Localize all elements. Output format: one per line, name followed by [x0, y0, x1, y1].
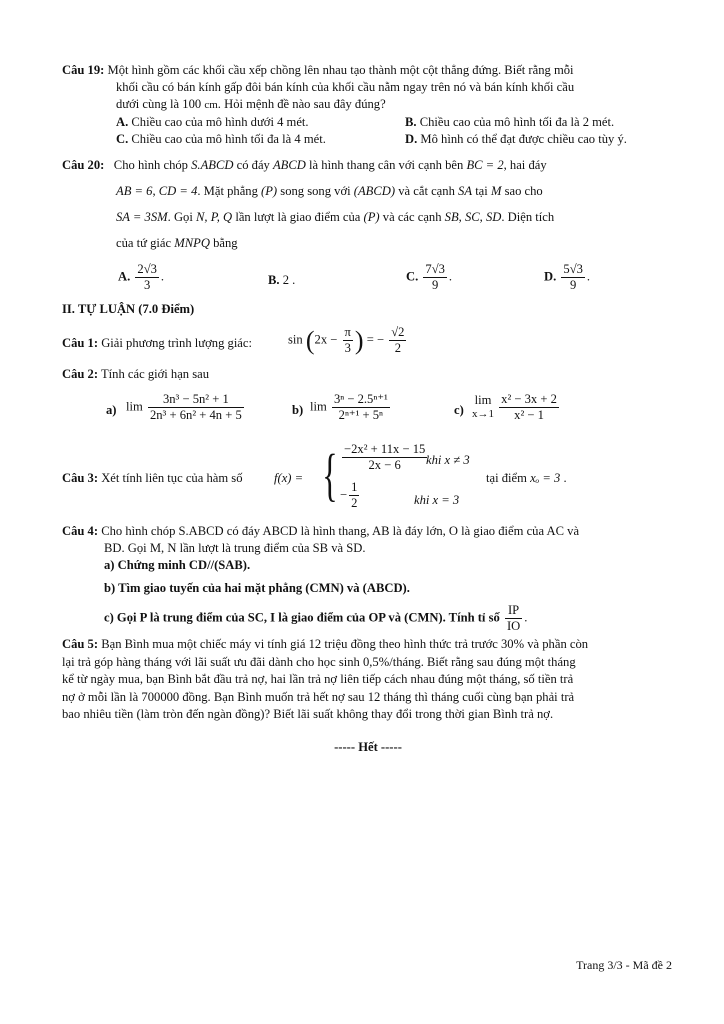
fraction-denominator: 2n³ + 6n² + 4n + 5: [149, 408, 242, 422]
fraction-numerator: 1: [351, 480, 358, 494]
q19-text-1: Một hình gồm các khối cầu xếp chồng lên nhau tạo thành một cột thẳng đứng. Biết rằng mỗi: [107, 63, 574, 77]
q20-math: AB = 6: [116, 184, 153, 198]
q20-option-c: [423, 262, 447, 293]
q20-option-b-letter: B.: [268, 273, 280, 287]
q20-math: (P): [261, 184, 278, 198]
section-2-title: II. TỰ LUẬN (7.0 Điểm): [62, 302, 195, 316]
fraction-denominator: 2: [351, 496, 358, 510]
essay-question-5: [62, 636, 674, 724]
q19-options-row-1: [62, 114, 674, 131]
brace-icon: {: [322, 442, 338, 507]
fraction-numerator: IP: [505, 603, 522, 619]
q20-math: MNPQ: [174, 236, 210, 250]
q20-text: lần lượt là giao điểm của: [235, 210, 361, 224]
e3-case-1-condition: khi x ≠ 3: [426, 453, 470, 467]
q20-text: là hình thang cân với cạnh bên: [309, 158, 464, 172]
e5-line-3: kể từ ngày mua, bạn Bình bắt đầu trả nợ, hai lần trả nợ liên tiếp cách nhau đúng một tháng, số tiền trả: [62, 672, 574, 686]
fraction-numerator: 3ⁿ − 2.5ⁿ⁺¹: [333, 392, 388, 406]
e3-label: Câu 3:: [62, 471, 99, 485]
e2-a-label: a): [106, 403, 117, 417]
end-mark: [62, 739, 674, 756]
q20-text: song song với: [280, 184, 351, 198]
q20-text: sao cho: [504, 184, 543, 198]
e1-arg: 2x −: [314, 332, 338, 347]
q20-option-a-letter: A.: [118, 269, 131, 284]
q20-option-c-letter: C.: [406, 269, 419, 284]
q20-text: . Mặt phẳng: [197, 184, 258, 198]
end-mark-text: ----- Hết -----: [334, 740, 402, 754]
q19-option-a-letter: A.: [116, 115, 129, 129]
q20-option-a: [135, 262, 159, 293]
fraction-denominator: 3: [144, 278, 151, 292]
q20-text: . Diện tích: [501, 210, 555, 224]
e1-equals: = −: [366, 332, 385, 347]
q20-text: , hai đáy: [503, 158, 547, 172]
e3-end: .: [563, 471, 567, 485]
e2-c-fraction: [499, 392, 559, 423]
q20-text: và cắt cạnh: [398, 184, 455, 198]
q20-text: tại: [475, 184, 488, 198]
e5-line-1: Bạn Bình mua một chiếc máy vi tính giá 12 triệu đồng theo hình thức trả trước 30% và phần còn: [101, 637, 589, 651]
q19-option-b-letter: B.: [405, 115, 417, 129]
q20-math: M: [490, 184, 502, 198]
essay-question-2: [62, 366, 674, 383]
q20-option-b: 2 .: [282, 273, 296, 287]
question-20: Câu 20: Cho hình chóp S.ABCD có đáy ABCD là hình thang cân với cạnh bên BC = 2, hai đáy AB = 6, CD = 4. Mặt phẳng (P) song song với (ABCD) và cắt cạnh SA tại M sao cho SA = 3SM. Gọi N, P, Q lần lượt là giao điểm của (P) và các cạnh SB, SC, SD. Diện tích của tứ giác MNPQ bằng: [62, 158, 555, 250]
q20-math: N, P, Q: [196, 210, 233, 224]
e2-a-fraction: [148, 392, 244, 423]
e1-pi-over-3: [343, 325, 353, 356]
q19-option-d: Mô hình có thể đạt được chiều cao tùy ý.: [420, 132, 627, 146]
q20-text: có đáy: [236, 158, 270, 172]
fraction-numerator: 3n³ − 5n² + 1: [148, 392, 244, 408]
e5-line-5: bao nhiêu tiền (làm tròn đến ngàn đồng)? Biết lãi suất không thay đổi trong thời gian Bình trả nợ.: [62, 707, 554, 721]
fraction-numerator: √2: [391, 325, 405, 339]
q20-text: bằng: [213, 236, 238, 250]
e3-case-2-sign: −: [340, 487, 348, 502]
fraction-denominator: x² − 1: [514, 408, 544, 422]
e2-c-sub: x→1: [472, 408, 494, 420]
q19-option-d-letter: D.: [405, 132, 418, 146]
q20-option-d: [561, 262, 585, 293]
q19-unit: cm: [204, 99, 218, 111]
q20-option-d-letter: D.: [544, 269, 557, 284]
q20-options: A. $\frac{2√3}{3}$ . B. 2 . C. $\frac{7√3}{9}$ . D. $\frac{5√3}{9}$ .: [118, 262, 591, 292]
e2-limits: [62, 390, 674, 432]
q20-math: (P): [363, 210, 380, 224]
section-heading: [62, 301, 674, 318]
q20-text: và các cạnh: [382, 210, 442, 224]
essay-question-3: [62, 438, 674, 516]
essay-question-4: [62, 523, 674, 634]
fraction-denominator: 9: [432, 278, 439, 292]
q19-option-c: Chiều cao của mô hình tối đa là 4 mét.: [131, 132, 326, 146]
e3-case-2-condition: khi x = 3: [414, 493, 460, 507]
e4-part-a: a) Chứng minh CD//(SAB).: [104, 558, 251, 572]
e2-a-lim: lim: [126, 399, 143, 414]
q19-option-a: Chiều cao của mô hình dưới 4 mét.: [131, 115, 309, 129]
q19-text-3: dưới cùng là 100: [116, 97, 202, 111]
fraction-denominator: 2x − 6: [368, 458, 401, 472]
q20-math: CD = 4: [158, 184, 198, 198]
e1-text: Giải phương trình lượng giác:: [101, 336, 252, 350]
fraction-numerator: −2x² + 11x − 15: [344, 442, 426, 456]
fraction-numerator: x² − 3x + 2: [501, 392, 557, 406]
e5-line-2: lại trả góp hàng tháng với lãi suất ưu đãi dành cho học sinh 0,5%/tháng. Biết rằng sau đúng một tháng: [62, 654, 576, 669]
e4-line-1: Cho hình chóp S.ABCD có đáy ABCD là hình thang, AB là đáy lớn, O là giao điểm của AC và: [101, 524, 580, 538]
q20-math: BC = 2: [466, 158, 504, 172]
q19-label: Câu 19:: [62, 63, 105, 77]
page-footer: Trang 3/3 - Mã đề 2: [576, 958, 672, 972]
q20-text: của tứ giác: [116, 236, 172, 250]
q20-math: SA = 3SM: [116, 210, 168, 224]
e5-label: Câu 5:: [62, 637, 99, 651]
e1-label: Câu 1:: [62, 336, 99, 350]
q19-option-c-letter: C.: [116, 132, 129, 146]
fraction-denominator: 2: [394, 341, 401, 355]
q20-math: SB, SC, SD: [444, 210, 502, 224]
q20-text: Cho hình chóp: [113, 158, 188, 172]
fraction-denominator: 2ⁿ⁺¹ + 5ⁿ: [338, 408, 384, 422]
e3-case-1: [342, 442, 427, 473]
question-19: [62, 62, 674, 148]
fraction-denominator: IO: [506, 619, 521, 633]
fraction-numerator: 5√3: [563, 262, 583, 276]
e4-ratio: [505, 603, 522, 634]
e1-rhs: [389, 325, 406, 356]
fraction-numerator: 7√3: [425, 262, 445, 276]
e5-line-4: nợ ở mỗi lần là 700000 đồng. Bạn Bình muốn trả hết nợ sau 12 tháng thì tháng cuối cùng bạn phải trả: [62, 689, 575, 704]
fraction-numerator: π: [344, 325, 351, 339]
e3-x0: xₒ = 3: [530, 471, 561, 485]
e3-tail: tại điểm: [486, 471, 527, 485]
q20-math: ABCD: [272, 158, 306, 172]
e2-b-lim: lim: [310, 399, 327, 414]
e2-b-label: b): [292, 403, 304, 417]
q20-math: (ABCD): [353, 184, 396, 198]
e1-sin: sin: [288, 332, 303, 347]
e4-end: .: [524, 610, 528, 625]
fraction-denominator: 9: [570, 278, 577, 292]
fraction-numerator: 2√3: [137, 262, 157, 276]
e2-text: Tính các giới hạn sau: [100, 367, 210, 381]
q19-text-2: khối cầu có bán kính gấp đôi bán kính của khối cầu nằm ngay trên nó và bán kính khối cầu: [116, 80, 575, 94]
q20-math: SA: [458, 184, 473, 198]
e4-part-c: c) Gọi P là trung điểm của SC, I là giao điểm của OP và (CMN). Tính tỉ số: [104, 610, 500, 625]
essay-question-1: Câu 1: Giải phương trình lượng giác: sin (2x − $\frac{\pi}{3}$ ) = − $\frac{√2}{2}$: [62, 325, 405, 355]
e4-part-b: b) Tìm giao tuyến của hai mặt phẳng (CMN) và (ABCD).: [104, 581, 410, 595]
e2-c-lim: lim: [474, 393, 492, 407]
q19-options-row-2: [62, 131, 674, 148]
q19-option-b: Chiều cao của mô hình tối đa là 2 mét.: [419, 115, 615, 129]
e2-b-fraction: [332, 392, 390, 423]
e2-label: Câu 2:: [62, 367, 99, 381]
e3-text: Xét tính liên tục của hàm số: [101, 471, 243, 485]
e4-label: Câu 4:: [62, 524, 99, 538]
e2-c-label: c): [454, 403, 464, 417]
e3-case-2: [349, 480, 359, 511]
q19-text-3b: . Hỏi mệnh đề nào sau đây đúng?: [217, 97, 386, 111]
e3-function: f(x) =: [274, 471, 304, 485]
q20-math: S.ABCD: [191, 158, 234, 172]
q20-text: . Gọi: [167, 210, 193, 224]
q20-label: Câu 20:: [62, 158, 105, 172]
fraction-denominator: 3: [344, 341, 351, 355]
e4-line-2: BD. Gọi M, N lần lượt là trung điểm của SB và SD.: [104, 541, 366, 555]
